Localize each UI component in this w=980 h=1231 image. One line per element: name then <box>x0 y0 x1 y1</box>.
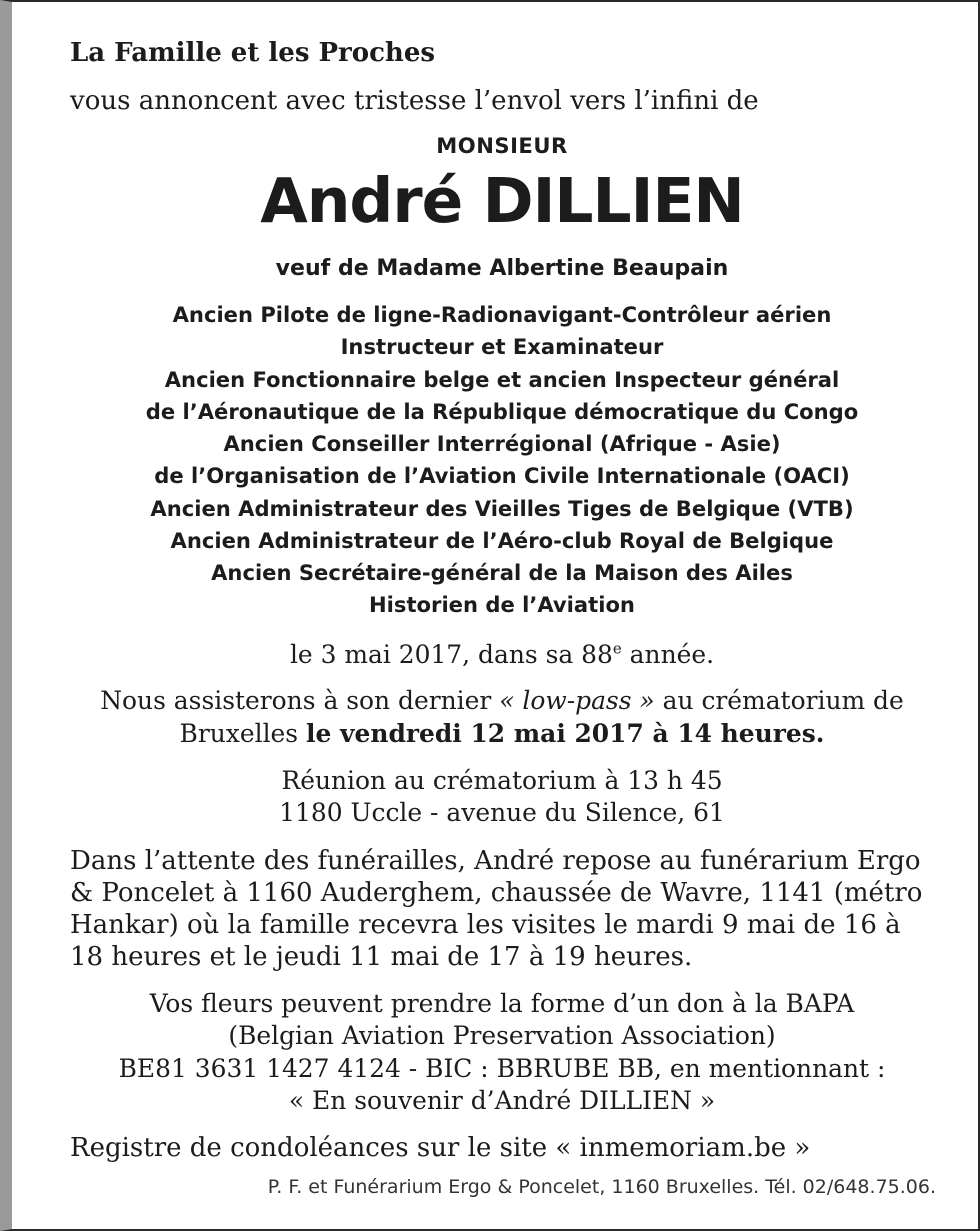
meeting-address: 1180 Uccle - avenue du Silence, 61 <box>279 798 725 827</box>
bank-details: BE81 3631 1427 4124 - BIC : BBRUBE BB, en mentionnant : <box>118 1054 886 1083</box>
career-line: de l’Organisation de l’Aviation Civile Internationale (OACI) <box>154 463 850 488</box>
career-line: Historien de l’Aviation <box>369 592 635 617</box>
career-line: Ancien Secrétaire-général de la Maison des Ailes <box>211 560 793 585</box>
visit-paragraph-line: 18 heures et le jeudi 11 mai de 17 à 19 heures. <box>70 942 693 972</box>
ordinal-suffix: e <box>612 639 622 658</box>
career-line: Ancien Administrateur de l’Aéro-club Royal de Belgique <box>170 528 834 553</box>
ceremony-text: au crématorium de <box>654 686 904 715</box>
meeting-time: Réunion au crématorium à 13 h 45 <box>281 766 723 795</box>
deceased-name: André DILLIEN <box>260 166 744 237</box>
flowers-line: Vos fleurs peuvent prendre la forme d’un don à la BAPA <box>149 989 855 1018</box>
donation-mention: « En souvenir d’André DILLIEN » <box>288 1086 716 1115</box>
career-line: Ancien Fonctionnaire belge et ancien Inspecteur général <box>164 367 840 392</box>
ceremony-datetime: le vendredi 12 mai 2017 à 14 heures. <box>306 719 825 748</box>
ceremony-city: Bruxelles <box>179 719 306 748</box>
funeral-home-footer: P. F. et Funérarium Ergo & Poncelet, 1160 Bruxelles. Tél. 02/648.75.06. <box>267 1176 936 1198</box>
ceremony-line-2 <box>12 719 980 748</box>
career-line: Ancien Pilote de ligne-Radionavigant-Contrôleur aérien <box>172 302 832 327</box>
honorific-title: MONSIEUR <box>436 133 568 158</box>
career-line: Instructeur et Examinateur <box>340 334 664 359</box>
ceremony-text: Nous assisterons à son dernier <box>100 686 500 715</box>
announcement-line: vous annoncent avec tristesse l’envol vers l’infini de <box>70 86 759 116</box>
ceremony-line-1 <box>12 686 980 715</box>
death-date-text: le 3 mai 2017, dans sa 88 <box>289 640 613 669</box>
condolence-register: Registre de condoléances sur le site « inmemoriam.be » <box>70 1133 811 1163</box>
death-date-end: année. <box>621 640 715 669</box>
death-date <box>12 640 980 669</box>
widower-line: veuf de Madame Albertine Beaupain <box>275 256 729 281</box>
low-pass-phrase: « low-pass » <box>499 686 655 715</box>
visit-paragraph-line: Dans l’attente des funérailles, André repose au funérarium Ergo <box>70 846 921 876</box>
career-line: Ancien Conseiller Interrégional (Afrique - Asie) <box>223 431 781 456</box>
visit-paragraph-line: & Poncelet à 1160 Auderghem, chaussée de Wavre, 1141 (métro <box>70 878 923 908</box>
career-line: Ancien Administrateur des Vieilles Tiges de Belgique (VTB) <box>150 496 854 521</box>
flowers-line: (Belgian Aviation Preservation Association) <box>228 1021 776 1050</box>
visit-paragraph-line: Hankar) où la famille recevra les visites le mardi 9 mai de 16 à <box>70 910 901 940</box>
family-heading: La Famille et les Proches <box>70 38 436 68</box>
career-line: de l’Aéronautique de la République démocratique du Congo <box>145 399 859 424</box>
